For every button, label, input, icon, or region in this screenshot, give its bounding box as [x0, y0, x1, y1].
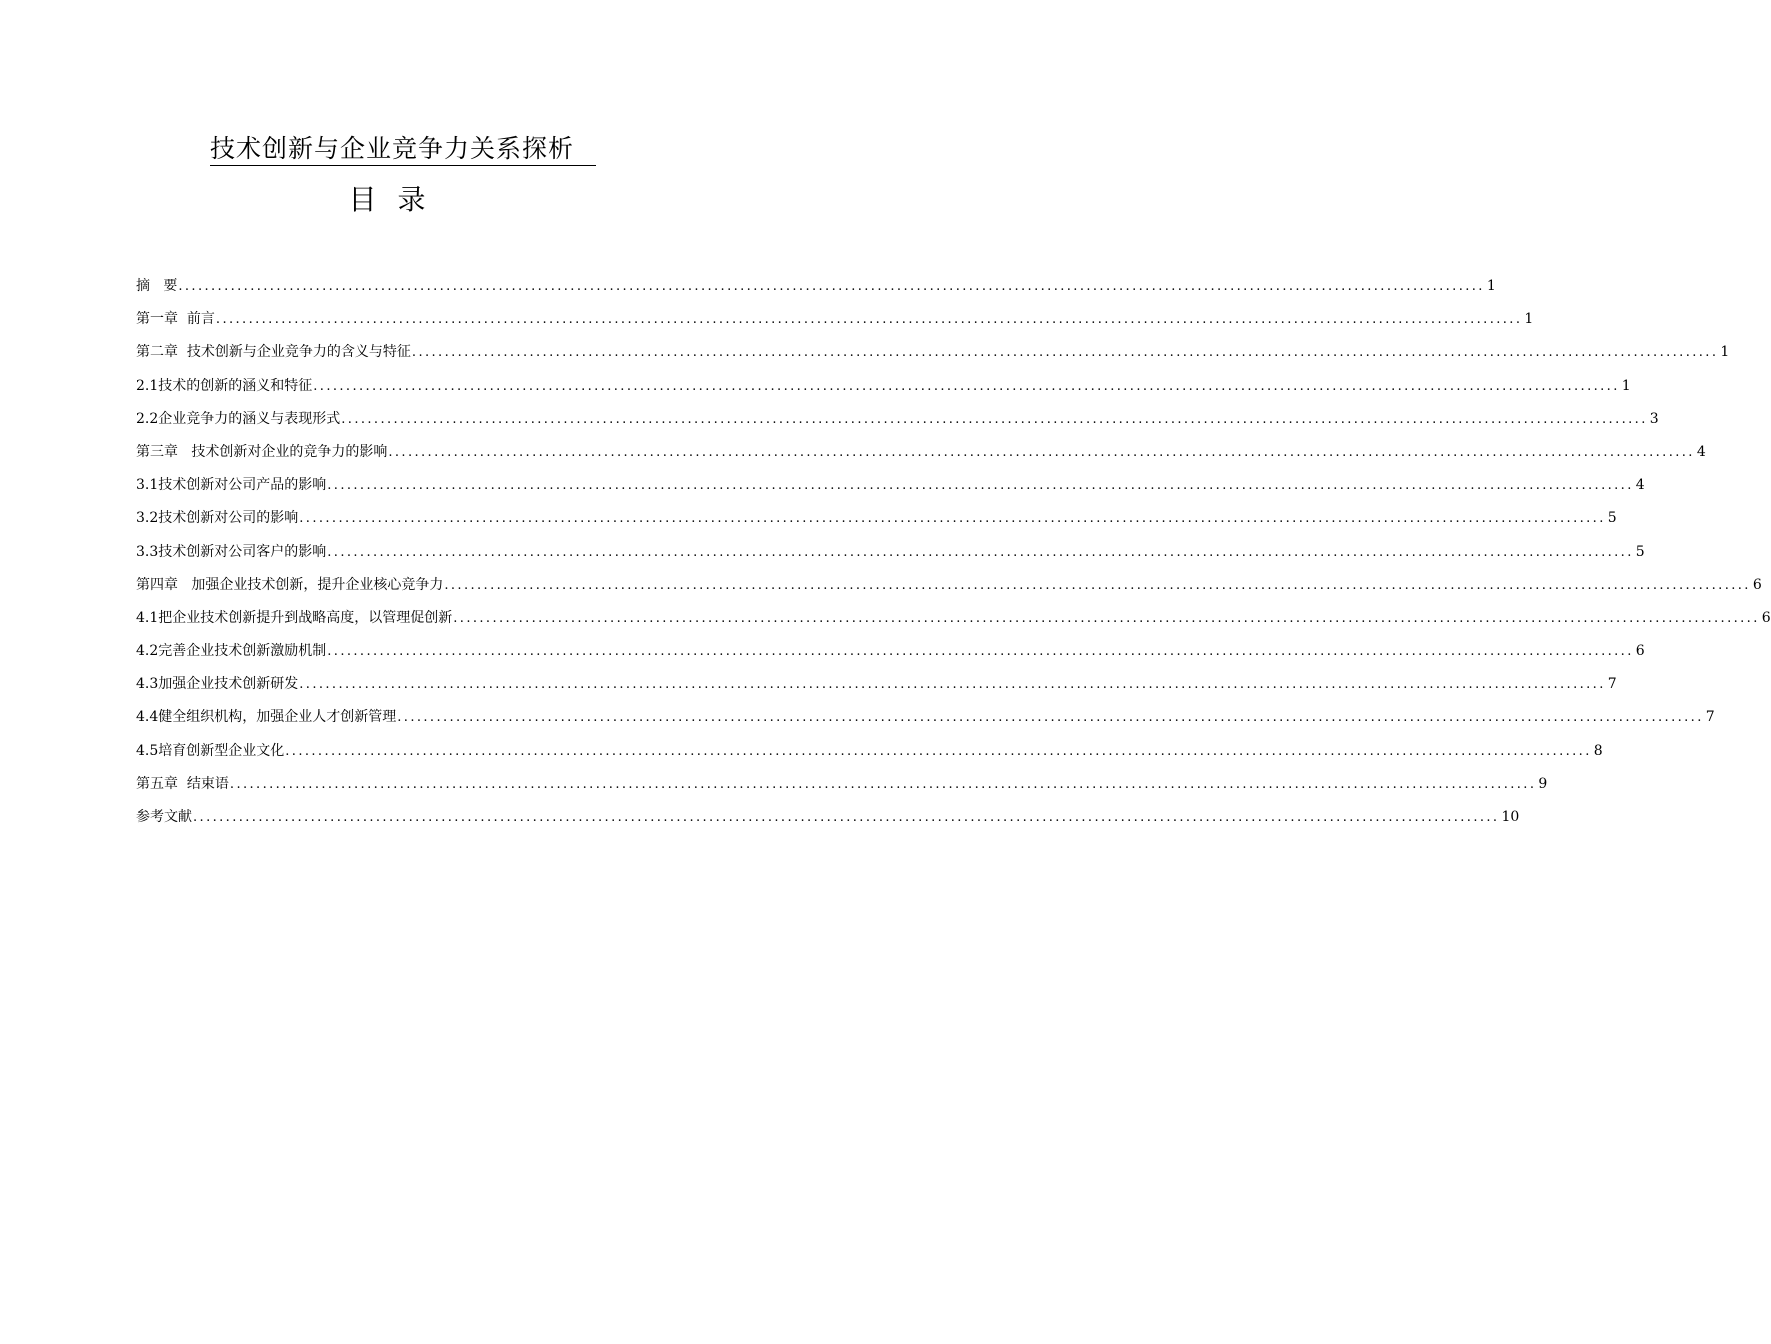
toc-entry[interactable] [136, 574, 1762, 607]
toc-entry-label: 3.2技术创新对公司的影响 [136, 510, 299, 527]
toc-entry-page: 1 [1486, 278, 1496, 294]
toc-leader-dots: ........................................................................................................................................................................................................ [397, 710, 1704, 726]
toc-entry-label: 2.1技术的创新的涵义和特征 [136, 377, 313, 394]
toc-entry[interactable] [136, 408, 1659, 441]
toc-leader-dots: ........................................................................................................................................................................................................ [388, 444, 1695, 460]
toc-entry[interactable] [136, 341, 1730, 374]
toc-entry[interactable] [136, 507, 1617, 540]
toc-entry-page: 1 [1524, 311, 1534, 328]
toc-entry[interactable] [136, 441, 1706, 474]
toc-entry[interactable] [136, 275, 1496, 308]
toc-leader-dots: ........................................................................................................................................................................................................ [341, 411, 1648, 427]
toc-leader-dots: ........................................................................................................................................................................................................ [299, 677, 1606, 693]
toc-entry-page: 8 [1593, 742, 1603, 759]
toc-leader-dots: ........................................................................................................................................................................................................ [193, 810, 1500, 825]
toc-entry-page: 1 [1720, 344, 1730, 361]
toc-entry-label: 2.2企业竞争力的涵义与表现形式 [136, 410, 341, 427]
table-of-contents [136, 275, 1771, 839]
toc-leader-dots: ........................................................................................................................................................................................................ [327, 644, 1634, 660]
toc-entry[interactable] [136, 375, 1631, 408]
toc-entry-label: 第五章 结束语 [136, 775, 229, 792]
toc-entry-page: 7 [1705, 709, 1715, 726]
toc-entry-page: 9 [1538, 775, 1548, 792]
toc-entry-page: 6 [1635, 643, 1645, 660]
toc-entry-page: 5 [1635, 543, 1645, 560]
toc-entry[interactable] [136, 773, 1548, 806]
toc-leader-dots: ........................................................................................................................................................................................................ [327, 544, 1634, 560]
toc-leader-dots: ........................................................................................................................................................................................................ [229, 776, 1537, 792]
toc-leader-dots: ........................................................................................................................................................................................................ [411, 345, 1719, 361]
toc-entry-page: 7 [1607, 676, 1617, 693]
toc-entry[interactable] [136, 308, 1534, 341]
toc-entry-page: 4 [1696, 443, 1706, 460]
toc-entry-page: 3 [1649, 410, 1659, 427]
toc-entry-page: 6 [1752, 576, 1762, 593]
toc-entry-page: 5 [1607, 510, 1617, 527]
toc-entry[interactable] [136, 474, 1645, 507]
toc-leader-dots: ........................................................................................................................................................................................................ [453, 610, 1760, 626]
toc-entry-page: 4 [1635, 477, 1645, 494]
toc-entry-label: 3.1技术创新对公司产品的影响 [136, 477, 327, 494]
toc-entry-label: 4.2完善企业技术创新激励机制 [136, 643, 327, 660]
toc-leader-dots: ........................................................................................................................................................................................................ [327, 478, 1634, 494]
toc-entry-page: 1 [1621, 377, 1631, 394]
toc-entry-label: 第二章 技术创新与企业竞争力的含义与特征 [136, 344, 411, 361]
document-title: 技术创新与企业竞争力关系探析 [210, 133, 596, 166]
toc-entry-label: 4.3加强企业技术创新研发 [136, 676, 299, 693]
toc-leader-dots: ........................................................................................................................................................................................................ [313, 378, 1620, 394]
toc-entry[interactable] [136, 640, 1645, 673]
toc-entry-label: 摘 要 [136, 278, 178, 294]
toc-entry-page: 10 [1501, 809, 1520, 825]
toc-entry[interactable] [136, 541, 1645, 574]
toc-entry-label: 4.4健全组织机构，加强企业人才创新管理 [136, 709, 397, 726]
toc-entry[interactable] [136, 607, 1771, 640]
toc-entry-label: 第四章 加强企业技术创新，提升企业核心竞争力 [136, 576, 444, 593]
toc-entry-label: 第三章 技术创新对企业的竞争力的影响 [136, 443, 388, 460]
toc-entry[interactable] [136, 673, 1617, 706]
toc-entry[interactable] [136, 740, 1603, 773]
toc-leader-dots: ........................................................................................................................................................................................................ [215, 312, 1523, 328]
toc-entry-label: 第一章 前言 [136, 311, 215, 328]
toc-entry-label: 参考文献 [136, 809, 192, 825]
toc-entry[interactable] [136, 806, 1520, 839]
toc-entry-page: 6 [1761, 609, 1771, 626]
toc-entry-label: 4.5培育创新型企业文化 [136, 742, 285, 759]
toc-entry-label: 4.1把企业技术创新提升到战略高度，以管理促创新 [136, 609, 453, 626]
toc-entry-label: 3.3技术创新对公司客户的影响 [136, 543, 327, 560]
toc-leader-dots: ........................................................................................................................................................................................................ [285, 743, 1592, 759]
toc-heading: 目 录 [348, 183, 432, 216]
toc-leader-dots: ........................................................................................................................................................................................................ [299, 511, 1606, 527]
toc-entry[interactable] [136, 706, 1715, 739]
toc-leader-dots: ........................................................................................................................................................................................................ [178, 279, 1485, 294]
toc-leader-dots: ........................................................................................................................................................................................................ [444, 577, 1751, 593]
